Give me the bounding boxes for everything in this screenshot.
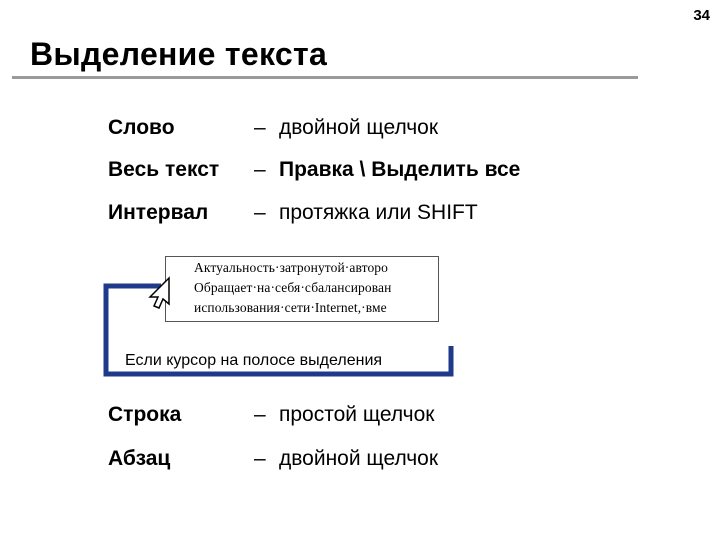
document-snippet [165, 256, 439, 322]
term-label: Весь текст [108, 158, 220, 181]
list-item-paragraph [108, 447, 438, 471]
slide-title: Выделение текста [30, 36, 328, 72]
arrow-cursor-icon [145, 276, 175, 316]
list-item-word [108, 116, 438, 140]
dash: – [254, 116, 266, 139]
term-label: Строка [108, 403, 182, 426]
term-label: Интервал [108, 201, 209, 224]
list-item-all-text [108, 158, 520, 182]
dash: – [254, 403, 266, 426]
dash: – [254, 201, 266, 224]
description: двойной щелчок [279, 447, 439, 470]
document-line: Актуальность·затронутой·авторо [194, 260, 388, 275]
list-item-range [108, 201, 478, 225]
description: двойной щелчок [279, 116, 439, 139]
description: простой щелчок [279, 403, 435, 426]
document-line: использования·сети·Internet,·вме [194, 300, 387, 315]
dash: – [254, 447, 266, 470]
list-item-line [108, 403, 434, 427]
description: протяжка или SHIFT [279, 201, 478, 224]
page-number: 34 [693, 7, 710, 24]
description: Правка \ Выделить все [279, 158, 521, 181]
callout-caption: Если курсор на полосе выделения [125, 352, 383, 369]
term-label: Слово [108, 116, 175, 139]
title-underline [12, 76, 638, 79]
document-line: Обращает·на·себя·сбалансирован [194, 280, 392, 295]
dash: – [254, 158, 266, 181]
term-label: Абзац [108, 447, 171, 470]
